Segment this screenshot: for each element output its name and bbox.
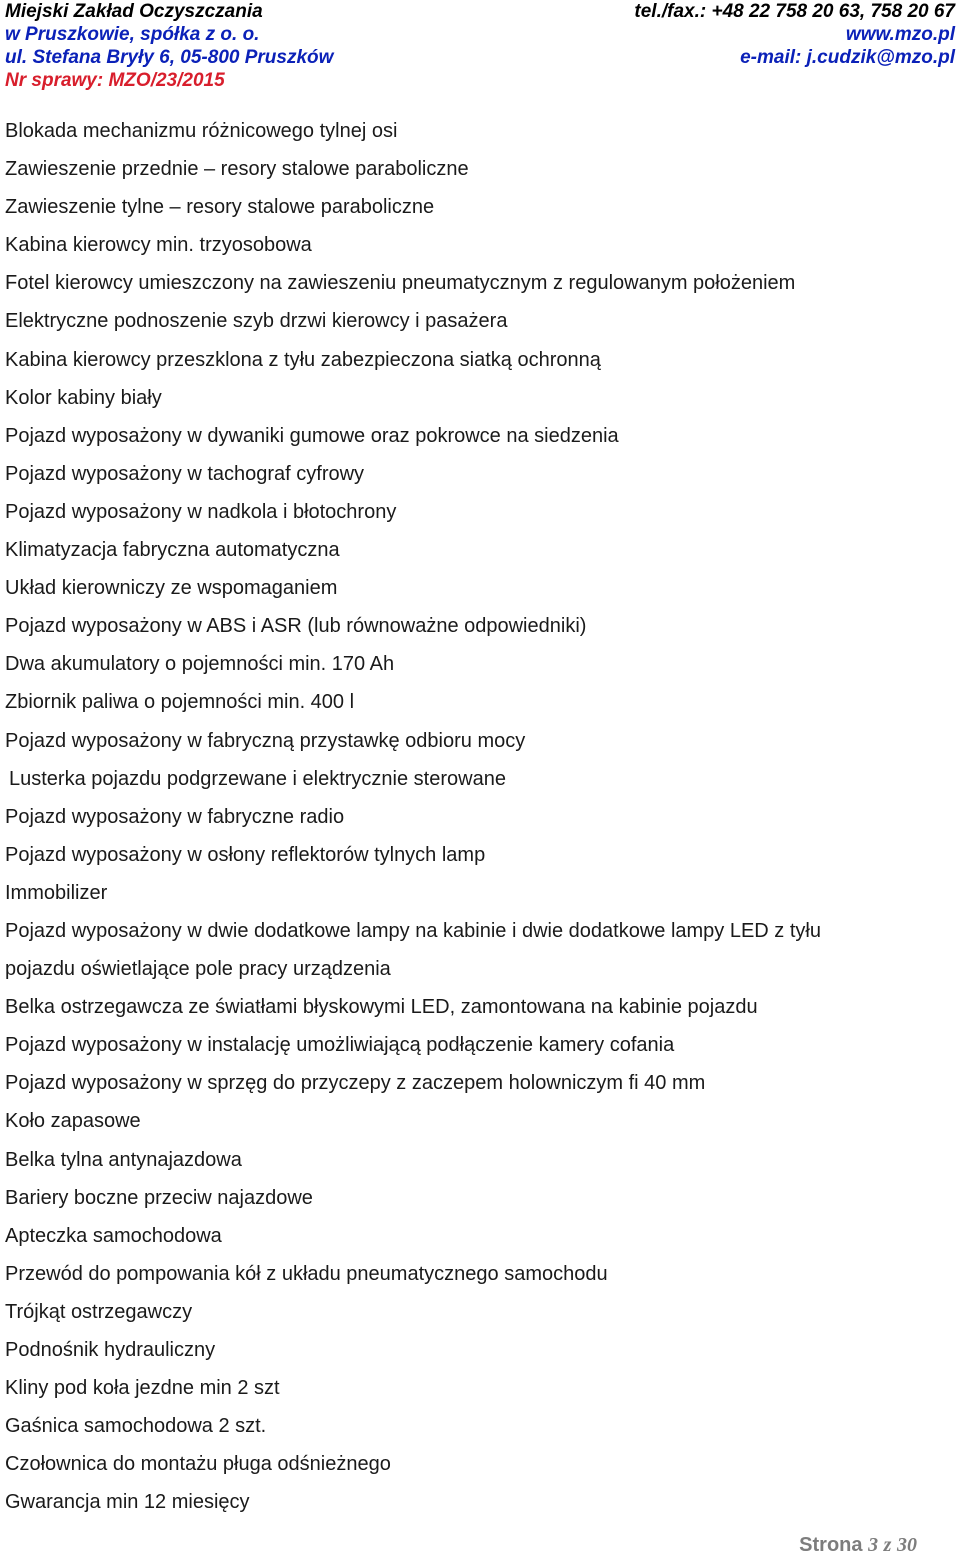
header-row-2 xyxy=(5,23,955,47)
list-item: Blokada mechanizmu różnicowego tylnej osi xyxy=(5,120,398,142)
page-separator: z xyxy=(883,1534,892,1556)
company-email-link[interactable]: e-mail: j.cudzik@mzo.pl xyxy=(740,47,955,68)
company-legal-form: w Pruszkowie, spółka z o. o. xyxy=(5,24,260,45)
list-item: Bariery boczne przeciw najazdowe xyxy=(5,1186,313,1209)
header-row-1 xyxy=(5,0,955,24)
company-website-link[interactable]: www.mzo.pl xyxy=(845,24,955,45)
list-item: Lusterka pojazdu podgrzewane i elektrycznie sterowane xyxy=(9,767,506,790)
header-row-4 xyxy=(5,69,955,93)
page-label: Strona xyxy=(799,1534,863,1556)
list-item: Podnośnik hydrauliczny xyxy=(5,1339,216,1361)
list-item: Gwarancja min 12 miesięcy xyxy=(5,1491,250,1514)
list-item: Pojazd wyposażony w dwie dodatkowe lampy na kabinie i dwie dodatkowe lampy LED z tyłu xyxy=(5,919,821,942)
list-item: Kabina kierowcy min. trzyosobowa xyxy=(5,234,312,257)
list-item: Apteczka samochodowa xyxy=(5,1224,222,1247)
page-total: 30 xyxy=(897,1534,917,1556)
list-item: Pojazd wyposażony w sprzęg do przyczepy z zaczepem holowniczym fi 40 mm xyxy=(5,1072,706,1095)
page-current: 3 xyxy=(868,1534,879,1556)
case-number: Nr sprawy: MZO/23/2015 xyxy=(5,70,225,91)
list-item: Trójkąt ostrzegawczy xyxy=(5,1300,193,1323)
header-row-3 xyxy=(5,46,955,70)
list-item: Dwa akumulatory o pojemności min. 170 Ah xyxy=(5,653,395,676)
list-item: Kabina kierowcy przeszklona z tyłu zabezpieczona siatką ochronną xyxy=(5,348,601,371)
list-item: Elektryczne podnoszenie szyb drzwi kierowcy i pasażera xyxy=(5,310,508,333)
list-item: Czołownica do montażu pługa odśnieżnego xyxy=(5,1453,391,1476)
list-item: Klimatyzacja fabryczna automatyczna xyxy=(5,539,340,562)
list-item: Zawieszenie tylne – resory stalowe paraboliczne xyxy=(5,196,435,219)
list-item: Pojazd wyposażony w tachograf cyfrowy xyxy=(5,462,365,485)
list-item: Zawieszenie przednie – resory stalowe paraboliczne xyxy=(5,158,469,181)
company-name: Miejski Zakład Oczyszczania xyxy=(5,1,263,22)
document-header xyxy=(5,0,955,100)
list-item: Pojazd wyposażony w ABS i ASR (lub równoważne odpowiedniki) xyxy=(5,615,587,638)
list-item: Pojazd wyposażony w dywaniki gumowe oraz pokrowce na siedzenia xyxy=(5,424,619,447)
list-item: Pojazd wyposażony w fabryczne radio xyxy=(5,805,345,828)
list-item: Immobilizer xyxy=(5,881,108,904)
list-item: Pojazd wyposażony w fabryczną przystawkę odbioru mocy xyxy=(5,729,526,752)
list-item: Kliny pod koła jezdne min 2 szt xyxy=(5,1377,280,1400)
list-item: Gaśnica samochodowa 2 szt. xyxy=(5,1415,267,1438)
list-item: Belka ostrzegawcza ze światłami błyskowymi LED, zamontowana na kabinie pojazdu xyxy=(5,996,758,1019)
list-item: Pojazd wyposażony w osłony reflektorów tylnych lamp xyxy=(5,843,486,866)
list-item: Przewód do pompowania kół z układu pneumatycznego samochodu xyxy=(5,1262,608,1285)
list-item: Belka tylna antynajazdowa xyxy=(5,1148,242,1171)
page-number xyxy=(799,1533,917,1557)
list-item: Kolor kabiny biały xyxy=(5,386,162,409)
list-item: Zbiornik paliwa o pojemności min. 400 l xyxy=(5,691,355,714)
list-item: Pojazd wyposażony w instalację umożliwiającą podłączenie kamery cofania xyxy=(5,1034,675,1057)
company-address: ul. Stefana Bryły 6, 05-800 Pruszków xyxy=(5,47,334,68)
specification-list xyxy=(5,112,945,1521)
list-item: pojazdu oświetlające pole pracy urządzenia xyxy=(5,958,391,981)
list-item: Koło zapasowe xyxy=(5,1110,141,1133)
list-item: Fotel kierowcy umieszczony na zawieszeniu pneumatycznym z regulowanym położeniem xyxy=(5,272,796,295)
list-item: Pojazd wyposażony w nadkola i błotochrony xyxy=(5,500,397,523)
company-phone: tel./fax.: +48 22 758 20 63, 758 20 67 xyxy=(634,1,955,22)
list-item: Układ kierowniczy ze wspomaganiem xyxy=(5,577,338,600)
